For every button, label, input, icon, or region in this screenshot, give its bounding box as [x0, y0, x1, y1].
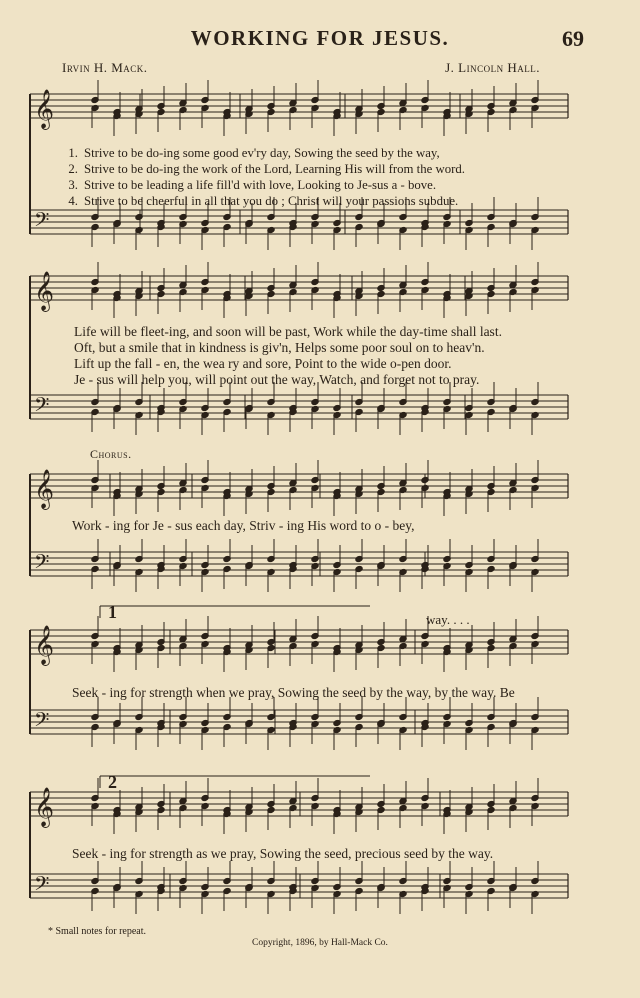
treble-clef-icon: 𝄞: [34, 469, 55, 509]
verse-line-3a: [56, 178, 436, 193]
bass-clef-icon: 𝄢: [34, 872, 50, 900]
verse-line-3b: Lift up the fall - en, the wea ry and sore, Point to the wide o-pen door.: [74, 356, 452, 371]
verse-line-2a: [56, 162, 465, 177]
verse-text: Strive to be leading a life fill'd with love, Looking to Je-sus a - bove.: [84, 178, 437, 192]
chorus-lyric-3: Seek - ing for strength as we pray, Sowing the seed, precious seed by the way.: [72, 846, 494, 861]
verse-number: 1.: [68, 146, 78, 160]
treble-clef-icon: 𝄞: [34, 271, 55, 311]
bass-clef-icon: 𝄢: [34, 550, 50, 578]
chorus-label: Chorus.: [90, 447, 132, 461]
treble-clef-icon: 𝄞: [34, 787, 55, 827]
verse-line-4a: [56, 194, 458, 209]
copyright: Copyright, 1896, by Hall-Mack Co.: [252, 938, 388, 948]
verse-number: 3.: [68, 178, 78, 192]
verse-line-4b: Je - sus will help you, will point out the way, Watch, and forget not to pray.: [74, 372, 480, 387]
bass-clef-icon: 𝄢: [34, 708, 50, 736]
page-number: 69: [562, 26, 584, 51]
bass-clef-icon: 𝄢: [34, 208, 50, 236]
verse-number: 2.: [68, 162, 78, 176]
first-ending-marker: 1: [108, 602, 117, 622]
hymn-title: WORKING FOR JESUS.: [190, 26, 450, 50]
verse-line-1a: [56, 146, 440, 161]
verse-text: Strive to be cheerful in all that you do ; Christ will your passions subdue.: [84, 194, 459, 208]
treble-clef-icon: 𝄞: [34, 89, 55, 129]
second-ending-marker: 2: [108, 772, 117, 792]
verse-line-1b: Life will be fleet-ing, and soon will be past, Work while the day-time shall last.: [74, 324, 502, 339]
verse-line-2b: Oft, but a smile that in kindness is giv'n, Helps some poor soul on to heav'n.: [74, 340, 485, 355]
small-notes-lyric: way. . . .: [426, 612, 470, 627]
treble-clef-icon: 𝄞: [34, 625, 55, 665]
lyricist-credit: Irvin H. Mack.: [62, 60, 148, 75]
verse-text: Strive to be do-ing the work of the Lord, Learning His will from the word.: [84, 162, 465, 176]
composer-credit: J. Lincoln Hall.: [445, 60, 540, 75]
footnote: * Small notes for repeat.: [48, 926, 147, 937]
chorus-lyric-2: Seek - ing for strength when we pray, Sowing the seed by the way, by the way. Be: [72, 685, 515, 700]
verse-number: 4.: [68, 194, 78, 208]
verse-text: Strive to be do-ing some good ev'ry day, Sowing the seed by the way,: [84, 146, 440, 160]
chorus-lyric-1: Work - ing for Je - sus each day, Striv - ing His word to o - bey,: [72, 518, 415, 533]
bass-clef-icon: 𝄢: [34, 393, 50, 421]
